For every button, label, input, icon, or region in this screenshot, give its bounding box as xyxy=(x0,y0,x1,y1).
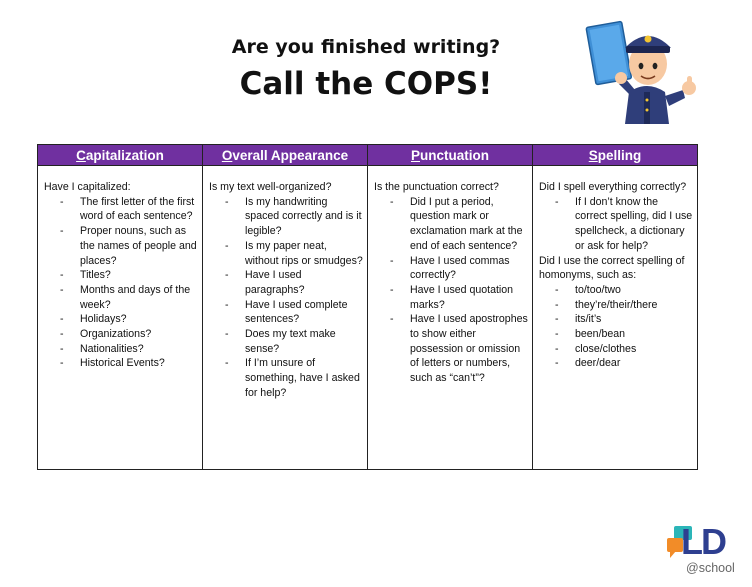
list-item: - its/it’s xyxy=(575,312,693,327)
list-item: - Have I used complete sentences? xyxy=(245,298,363,327)
list-item: - The first letter of the first word of each sentence? xyxy=(80,195,198,224)
list-item: - If I’m unsure of something, have I asked for help? xyxy=(245,356,363,400)
page-title: Call the COPS! xyxy=(239,66,493,102)
list-item: - Is my handwriting spaced correctly and is it legible? xyxy=(245,195,363,239)
list-item: - Nationalities? xyxy=(80,342,198,357)
cell-spelling xyxy=(533,166,698,470)
logo-school: @school xyxy=(686,561,735,575)
checklist xyxy=(374,195,528,386)
cell-capitalization xyxy=(38,166,203,470)
checklist xyxy=(539,195,693,254)
list-item: - Months and days of the week? xyxy=(80,283,198,312)
list-item: - Does my text make sense? xyxy=(245,327,363,356)
cell-intro: Is my text well-organized? xyxy=(209,181,332,193)
header-spelling: Spelling xyxy=(533,145,698,166)
list-item: - close/clothes xyxy=(575,342,693,357)
list-item: - they’re/their/there xyxy=(575,298,693,313)
header-punctuation: Punctuation xyxy=(368,145,533,166)
list-item: - Have I used apostrophes to show either possession or omission of letters or numbers, such as “can’t”? xyxy=(410,312,528,386)
police-officer-illustration xyxy=(585,14,710,126)
cell-intro-homonyms: Did I use the correct spelling of homonyms, such as: xyxy=(539,254,685,282)
list-item: - If I don’t know the correct spelling, did I use spellcheck, a dictionary or ask for help? xyxy=(575,195,693,254)
checklist xyxy=(44,195,198,371)
table-body-row xyxy=(38,166,698,470)
cell-intro: Is the punctuation correct? xyxy=(374,181,499,193)
cops-table xyxy=(37,144,698,470)
header-capitalization: Capitalization xyxy=(38,145,203,166)
list-item: - Holidays? xyxy=(80,312,198,327)
list-item: - Is my paper neat, without rips or smudges? xyxy=(245,239,363,268)
list-item: - deer/dear xyxy=(575,356,693,371)
cell-intro: Have I capitalized: xyxy=(44,181,131,193)
checklist-homonyms xyxy=(539,283,693,371)
list-item: - Titles? xyxy=(80,268,198,283)
cell-intro: Did I spell everything correctly? xyxy=(539,181,687,193)
subtitle: Are you finished writing? xyxy=(231,36,501,58)
list-item: - to/too/two xyxy=(575,283,693,298)
list-item: - Organizations? xyxy=(80,327,198,342)
list-item: - Did I put a period, question mark or exclamation mark at the end of each sentence? xyxy=(410,195,528,254)
list-item: - Have I used quotation marks? xyxy=(410,283,528,312)
cell-punctuation xyxy=(368,166,533,470)
list-item: - Have I used paragraphs? xyxy=(245,268,363,297)
list-item: - been/bean xyxy=(575,327,693,342)
list-item: - Have I used commas correctly? xyxy=(410,254,528,283)
list-item: - Historical Events? xyxy=(80,356,198,371)
header-overall-appearance: Overall Appearance xyxy=(203,145,368,166)
table-header-row xyxy=(38,145,698,166)
cell-overall-appearance xyxy=(203,166,368,470)
logo-ld: LD xyxy=(681,521,725,562)
checklist xyxy=(209,195,363,401)
list-item: - Proper nouns, such as the names of people and places? xyxy=(80,224,198,268)
